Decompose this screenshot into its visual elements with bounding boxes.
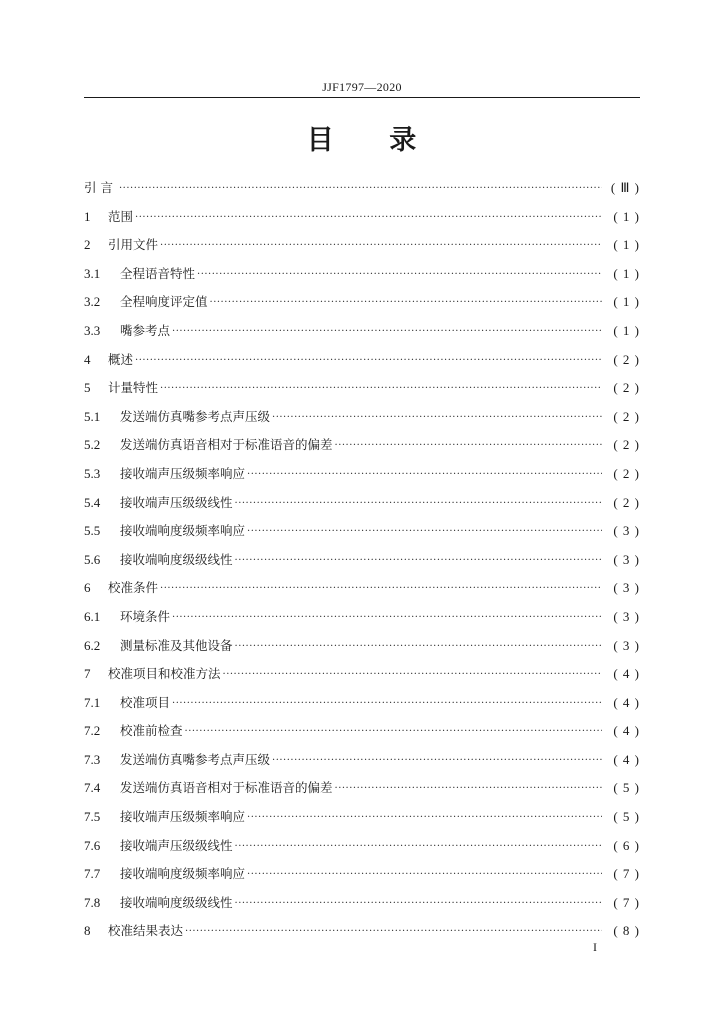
toc-leader-dots <box>335 432 602 461</box>
toc-entry[interactable] <box>84 603 640 632</box>
toc-entry-number: 1 <box>84 208 91 224</box>
toc-entry-number: 7 <box>84 666 91 682</box>
toc-entry[interactable] <box>84 403 640 432</box>
toc-entry-page: ( 4 ) <box>613 751 640 767</box>
toc-entry[interactable] <box>84 917 640 946</box>
toc-entry-label: 接收端声压级频率响应 <box>120 809 246 825</box>
toc-leader-dots <box>172 690 602 719</box>
document-code: JJF1797—2020 <box>322 80 402 94</box>
toc-entry-number: 7.1 <box>84 694 101 710</box>
toc-entry[interactable] <box>84 689 640 718</box>
toc-leader-dots <box>160 575 602 604</box>
toc-entry-page: ( 4 ) <box>613 694 640 710</box>
toc-entry-label: 计量特性 <box>108 380 159 396</box>
toc-leader-dots <box>247 518 602 547</box>
toc-entry-page: ( 3 ) <box>613 608 640 624</box>
toc-leader-dots <box>235 633 602 662</box>
toc-leader-dots <box>272 404 602 433</box>
toc-leader-dots <box>235 547 602 576</box>
toc-entry-label: 测量标准及其他设备 <box>120 637 233 653</box>
toc-entry-label: 全程语音特性 <box>120 265 196 281</box>
toc-entry[interactable] <box>84 460 640 489</box>
toc-entry-number: 3.1 <box>84 265 101 281</box>
toc-entry-number: 7.8 <box>84 894 101 910</box>
toc-entry[interactable] <box>84 203 640 232</box>
toc-entry-number: 5.4 <box>84 494 101 510</box>
toc-leader-dots <box>135 204 602 233</box>
toc-entry[interactable] <box>84 660 640 689</box>
toc-entry-number: 7.6 <box>84 837 101 853</box>
toc-entry-label: 接收端响度级级线性 <box>120 894 233 910</box>
toc-entry-page: ( 2 ) <box>613 351 640 367</box>
toc-leader-dots <box>247 804 602 833</box>
toc-entry-label: 嘴参考点 <box>120 322 171 338</box>
toc-entry-label: 校准结果表达 <box>108 923 184 939</box>
toc-entry-page: ( 7 ) <box>613 866 640 882</box>
toc-entry-number: 3.3 <box>84 322 101 338</box>
toc-entry-number: 6 <box>84 580 91 596</box>
toc-entry[interactable] <box>84 317 640 346</box>
toc-entry[interactable] <box>84 288 640 317</box>
toc-entry[interactable] <box>84 803 640 832</box>
toc-entry-page: ( 1 ) <box>613 208 640 224</box>
toc-entry[interactable] <box>84 774 640 803</box>
toc-entry-number: 7.7 <box>84 866 101 882</box>
toc-entry-label: 发送端仿真语音相对于标准语音的偏差 <box>120 437 333 453</box>
toc-entry-label: 发送端仿真嘴参考点声压级 <box>120 408 271 424</box>
toc-entry-page: ( 3 ) <box>613 637 640 653</box>
toc-entry-page: ( 2 ) <box>613 408 640 424</box>
toc-entry[interactable] <box>84 260 640 289</box>
toc-entry-number: 5.1 <box>84 408 101 424</box>
toc-entry-label: 引用文件 <box>108 237 159 253</box>
toc-entry-page: ( Ⅲ ) <box>610 180 640 195</box>
toc-entry-label: 接收端声压级频率响应 <box>120 465 246 481</box>
toc-entry[interactable] <box>84 632 640 661</box>
toc-leader-dots <box>197 261 602 290</box>
toc-entry-number: 3.2 <box>84 294 101 310</box>
toc-entry-number: 5.6 <box>84 551 101 567</box>
toc-leader-dots <box>172 604 602 633</box>
toc-leader-dots <box>210 289 602 318</box>
toc-entry-number: 7.4 <box>84 780 101 796</box>
toc-entry[interactable] <box>84 832 640 861</box>
toc-entry-label: 全程响度评定值 <box>120 294 208 310</box>
toc-entry-page: ( 3 ) <box>613 551 640 567</box>
toc-entry-page: ( 1 ) <box>613 322 640 338</box>
toc-entry-label: 校准前检查 <box>120 723 183 739</box>
page-number: I <box>593 940 597 954</box>
toc-entry-intro[interactable] <box>84 174 640 203</box>
toc-entry[interactable] <box>84 346 640 375</box>
table-of-contents <box>84 174 640 946</box>
toc-entry-number: 7.2 <box>84 723 101 739</box>
toc-entry[interactable] <box>84 546 640 575</box>
toc-entry-number: 6.2 <box>84 637 101 653</box>
toc-entry-label: 引 言 <box>84 180 113 195</box>
toc-leader-dots <box>185 918 602 947</box>
toc-entry-label: 接收端响度级频率响应 <box>120 523 246 539</box>
toc-entry-page: ( 7 ) <box>613 894 640 910</box>
toc-entry-label: 接收端声压级级线性 <box>120 494 233 510</box>
toc-entry-page: ( 2 ) <box>613 494 640 510</box>
header-divider <box>84 97 640 98</box>
toc-entry-label: 校准项目 <box>120 694 171 710</box>
toc-leader-dots <box>160 232 602 261</box>
toc-entry-label: 发送端仿真语音相对于标准语音的偏差 <box>120 780 333 796</box>
toc-entry-page: ( 6 ) <box>613 837 640 853</box>
toc-entry[interactable] <box>84 889 640 918</box>
toc-entry[interactable] <box>84 717 640 746</box>
toc-entry-number: 8 <box>84 923 91 939</box>
toc-entry-page: ( 3 ) <box>613 580 640 596</box>
toc-entry-number: 7.5 <box>84 809 101 825</box>
toc-entry-page: ( 5 ) <box>613 809 640 825</box>
page-title: 目 录 <box>306 125 418 156</box>
toc-entry-label: 环境条件 <box>120 608 171 624</box>
toc-leader-dots <box>235 833 602 862</box>
toc-entry[interactable] <box>84 517 640 546</box>
toc-entry-label: 概述 <box>108 351 134 367</box>
toc-leader-dots <box>160 375 602 404</box>
toc-entry-number: 6.1 <box>84 608 101 624</box>
toc-leader-dots <box>119 175 602 204</box>
toc-leader-dots <box>247 461 602 490</box>
toc-entry-label: 校准项目和校准方法 <box>108 666 221 682</box>
toc-entry-number: 2 <box>84 237 91 253</box>
toc-leader-dots <box>272 747 602 776</box>
toc-entry[interactable] <box>84 374 640 403</box>
toc-entry-number: 7.3 <box>84 751 101 767</box>
toc-entry-page: ( 3 ) <box>613 523 640 539</box>
toc-entry-page: ( 1 ) <box>613 237 640 253</box>
toc-leader-dots <box>235 890 602 919</box>
toc-entry-label: 校准条件 <box>108 580 159 596</box>
toc-leader-dots <box>235 490 602 519</box>
toc-entry-page: ( 2 ) <box>613 465 640 481</box>
toc-entry-label: 接收端响度级频率响应 <box>120 866 246 882</box>
toc-entry[interactable] <box>84 574 640 603</box>
toc-entry-page: ( 1 ) <box>613 265 640 281</box>
toc-leader-dots <box>247 861 602 890</box>
toc-entry-label: 接收端响度级级线性 <box>120 551 233 567</box>
toc-entry-page: ( 2 ) <box>613 380 640 396</box>
toc-entry-page: ( 4 ) <box>613 723 640 739</box>
toc-entry-page: ( 2 ) <box>613 437 640 453</box>
toc-entry[interactable] <box>84 231 640 260</box>
toc-entry[interactable] <box>84 860 640 889</box>
toc-entry-label: 发送端仿真嘴参考点声压级 <box>120 751 271 767</box>
toc-leader-dots <box>223 661 602 690</box>
toc-entry-page: ( 4 ) <box>613 666 640 682</box>
toc-leader-dots <box>135 347 602 376</box>
toc-leader-dots <box>172 318 602 347</box>
toc-entry-label: 接收端声压级级线性 <box>120 837 233 853</box>
toc-entry-page: ( 8 ) <box>613 923 640 939</box>
toc-entry-number: 5.5 <box>84 523 101 539</box>
toc-entry-number: 5 <box>84 380 91 396</box>
toc-leader-dots <box>185 718 602 747</box>
toc-entry[interactable] <box>84 489 640 518</box>
toc-entry[interactable] <box>84 431 640 460</box>
toc-entry-label: 范围 <box>108 208 134 224</box>
toc-entry-number: 5.2 <box>84 437 101 453</box>
toc-entry-number: 4 <box>84 351 91 367</box>
toc-entry-number: 5.3 <box>84 465 101 481</box>
toc-leader-dots <box>335 775 602 804</box>
toc-entry-page: ( 5 ) <box>613 780 640 796</box>
toc-entry[interactable] <box>84 746 640 775</box>
toc-entry-page: ( 1 ) <box>613 294 640 310</box>
